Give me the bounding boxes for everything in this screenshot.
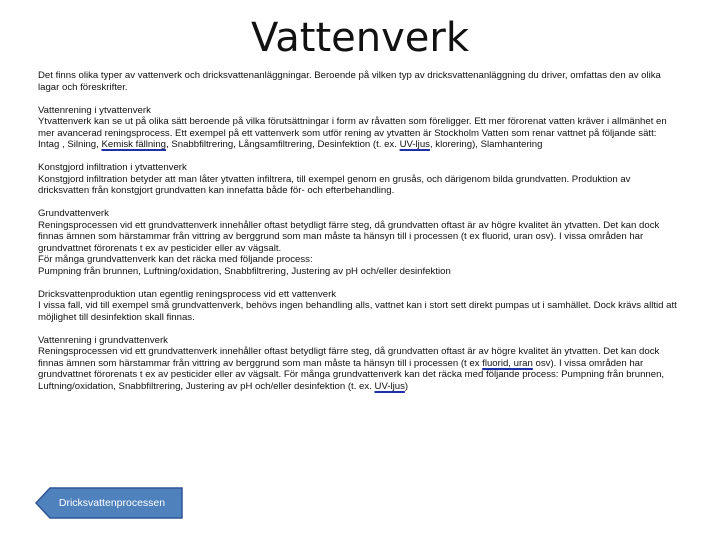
section-heading: Grundvattenverk xyxy=(38,208,109,219)
section-heading: Dricksvattenproduktion utan egentlig reningsprocess vid ett vattenverk xyxy=(38,288,337,300)
content xyxy=(38,70,678,404)
section-body: Ytvattenverk kan se ut på olika sätt beroende på vilka förutsättningar i form av råvatten som föreligger. Ett mer förorenat vatten kräver i allmänhet en mer avancerad reningsprocess. Ett exempel på ett vattenverk som utför rening av ytvatten är Stockholm Vatten som renar vattnet på följande sätt: xyxy=(38,116,667,139)
section-body: I vissa fall, vid till exempel små grundvattenverk, behövs ingen behandling alls, vattnet kan i stort sett direkt pumpas ut i samhället. Dock krävs alltid att möjlighet till desinfektion skall finnas. xyxy=(38,300,677,323)
section-surface-water xyxy=(38,105,678,151)
link-kemisk-fallning[interactable]: Kemisk fällning xyxy=(101,139,166,150)
body-text: Reningsprocessen vid ett grundvattenverk innehåller oftast betydligt färre steg, då grundvatten oftast är av högre kvalitet än ytvatten. Det kan dock finnas ämnen som härstammar från vittring av berggrund som man måste ta hänsyn till i processen (t ex xyxy=(38,346,660,369)
process-text: Intag , Silning, xyxy=(38,139,102,150)
section-heading: Vattenrening i ytvattenverk xyxy=(38,104,151,116)
body-text: osv). I vissa områden har grundvattnet förorenats t ex av pesticider eller av vägsalt. För många grundvattenverk kan det räcka med följande process: Pumpning från brunnen, Luftning/oxidation, Snabbfiltrering, Justering av pH och/eller desinfektion (t. ex. xyxy=(38,357,665,392)
intro-text: Det finns olika typer av vattenverk och dricksvattenanläggningar. Beroende på vilken typ av dricksvattenanläggning du driver, omfattas den av olika lagar och föreskrifter. xyxy=(38,70,661,93)
link-fluorid-uran[interactable]: fluorid, uran xyxy=(482,357,533,369)
page-title: Vattenverk xyxy=(251,15,469,61)
section-groundwater xyxy=(38,208,678,277)
link-uv-ljus[interactable]: UV-ljus xyxy=(399,139,430,150)
section-body: Konstgjord infiltration betyder att man låter ytvatten infiltrera, till exempel genom en grusås, och därigenom bilda grundvatten. Produktion av dricksvatten från konstgjort grundvatten kan innefatta både för- och efterbehandling. xyxy=(38,173,631,196)
section-body-line: För många grundvattenverk kan det räcka med följande process: xyxy=(38,254,313,265)
process-text: , Snabbfiltrering, Långsamfiltrering, Desinfektion (t. ex. xyxy=(166,139,400,150)
button-label: Dricksvattenprocessen xyxy=(58,497,166,509)
section-no-treatment xyxy=(38,289,678,324)
section-heading: Konstgjord infiltration i ytvattenverk xyxy=(38,162,187,173)
intro-block xyxy=(38,70,678,93)
process-list xyxy=(38,139,678,151)
section-groundwater-treatment xyxy=(38,335,678,393)
section-body-line: Pumpning från brunnen, Luftning/oxidation, Snabbfiltrering, Justering av pH och/eller desinfektion xyxy=(38,265,451,277)
body-text: ) xyxy=(404,380,409,392)
section-body xyxy=(38,346,678,392)
section-artificial-infiltration xyxy=(38,162,678,197)
dricksvattenprocessen-back-button[interactable] xyxy=(35,487,183,519)
section-heading: Vattenrening i grundvattenverk xyxy=(38,334,168,346)
link-uv-ljus[interactable]: UV-ljus xyxy=(374,380,405,392)
process-text: , klorering), Slamhantering xyxy=(429,139,543,150)
section-body: Reningsprocessen vid ett grundvattenverk innehåller oftast betydligt färre steg, då grundvatten oftast är av högre kvalitet än ytvatten. Det kan dock finnas ämnen som härstammar från vittring av berggrund som man måste ta hänsyn till i processen (t ex fluorid, uran osv). I vissa områden har grundvattnet förorenats t ex av pesticider eller av vägsalt. xyxy=(38,219,660,254)
